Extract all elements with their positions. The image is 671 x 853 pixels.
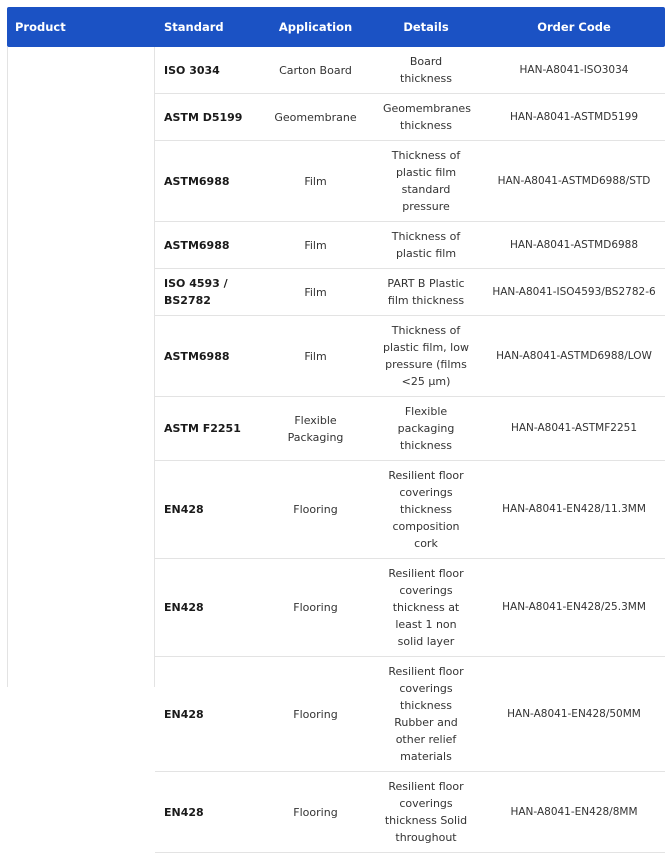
product-cell [7, 461, 155, 559]
order-code-cell: HAN-A8041-EN428/25.3MM [483, 559, 665, 657]
application-cell: Flooring [262, 657, 369, 772]
table-row [7, 94, 665, 141]
table-row [7, 397, 665, 461]
details-cell: Flexible packaging thickness [369, 397, 483, 461]
application-cell: Flooring [262, 772, 369, 853]
application-cell: Geomembrane [262, 94, 369, 141]
details-cell: Resilient floor coverings thickness Rubber and other relief materials [369, 657, 483, 772]
details-cell: Geomembranes thickness [369, 94, 483, 141]
product-cell [7, 316, 155, 397]
details-cell: Resilient floor coverings thickness composition cork [369, 461, 483, 559]
header-details: Details [403, 20, 449, 34]
product-cell [7, 269, 155, 316]
standard-cell: ASTM D5199 [155, 94, 262, 141]
header-product: Product [15, 20, 66, 34]
table-row [7, 141, 665, 222]
application-cell: Film [262, 141, 369, 222]
standard-cell: ASTM F2251 [155, 397, 262, 461]
standard-cell: ASTM6988 [155, 222, 262, 269]
order-code-cell: HAN-A8041-ISO4593/BS2782-6 [483, 269, 665, 316]
application-cell: Flexible Packaging [262, 397, 369, 461]
order-code-cell: HAN-A8041-EN428/8MM [483, 772, 665, 853]
application-cell: Film [262, 316, 369, 397]
order-code-cell: HAN-A8041-EN428/11.3MM [483, 461, 665, 559]
header-order-code: Order Code [537, 20, 611, 34]
details-cell: Resilient floor coverings thickness Solid throughout [369, 772, 483, 853]
details-cell: Resilient floor coverings thickness at least 1 non solid layer [369, 559, 483, 657]
table-header-row [7, 7, 665, 47]
application-cell: Flooring [262, 461, 369, 559]
standard-cell: EN428 [155, 559, 262, 657]
header-standard: Standard [164, 20, 224, 34]
product-cell [7, 47, 155, 94]
header-application: Application [278, 20, 353, 34]
table-row [7, 461, 665, 559]
order-code-cell: HAN-A8041-ISO3034 [483, 47, 665, 94]
product-cell [7, 141, 155, 222]
details-cell: PART B Plastic film thickness [369, 269, 483, 316]
table-row [7, 772, 665, 853]
table-row [7, 269, 665, 316]
details-cell: Thickness of plastic film [369, 222, 483, 269]
order-code-cell: HAN-A8041-ASTMD5199 [483, 94, 665, 141]
order-code-cell: HAN-A8041-EN428/50MM [483, 657, 665, 772]
details-cell: Thickness of plastic film standard pressure [369, 141, 483, 222]
application-cell: Film [262, 222, 369, 269]
product-cell [7, 559, 155, 657]
application-cell: Carton Board [262, 47, 369, 94]
standard-cell: ASTM6988 [155, 316, 262, 397]
application-cell: Flooring [262, 559, 369, 657]
table-row [7, 657, 665, 772]
order-code-cell: HAN-A8041-ASTMD6988 [483, 222, 665, 269]
standard-cell: ASTM6988 [155, 141, 262, 222]
standard-cell: EN428 [155, 657, 262, 772]
standard-cell: ISO 4593 / BS2782 [155, 269, 262, 316]
product-cell [7, 397, 155, 461]
product-cell [7, 772, 155, 853]
application-cell: Film [262, 269, 369, 316]
details-cell: Thickness of plastic film, low pressure (films <25 μm) [369, 316, 483, 397]
standard-cell: EN428 [155, 772, 262, 853]
standard-cell: ISO 3034 [155, 47, 262, 94]
table-row [7, 316, 665, 397]
order-code-table [7, 7, 665, 853]
order-code-cell: HAN-A8041-ASTMD6988/STD [483, 141, 665, 222]
details-cell: Board thickness [369, 47, 483, 94]
standard-cell: EN428 [155, 461, 262, 559]
table-row [7, 559, 665, 657]
table-row [7, 222, 665, 269]
product-cell [7, 657, 155, 772]
order-code-cell: HAN-A8041-ASTMD6988/LOW [483, 316, 665, 397]
product-cell [7, 94, 155, 141]
table-row [7, 47, 665, 94]
product-cell [7, 222, 155, 269]
order-code-cell: HAN-A8041-ASTMF2251 [483, 397, 665, 461]
